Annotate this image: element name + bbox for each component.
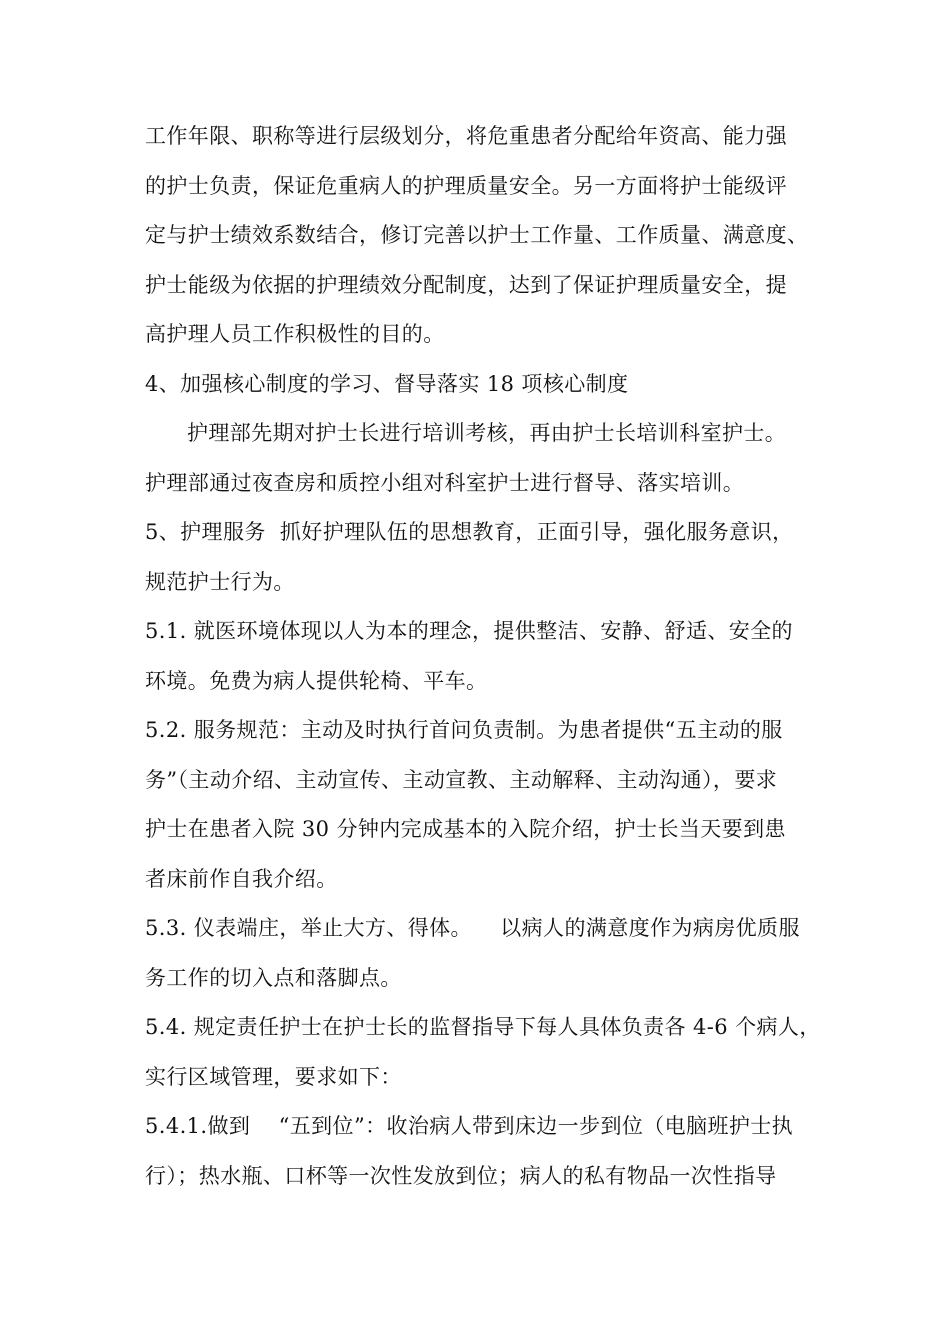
section-heading: 4、加强核心制度的学习、督导落实 18 项核心制度 — [145, 371, 629, 396]
text-line: 护士能级为依据的护理绩效分配制度，达到了保证护理质量安全，提 — [145, 272, 787, 297]
text-line: 环境。免费为病人提供轮椅、平车。 — [145, 668, 488, 693]
text-line: 务”（主动介绍、主动宣传、主动宣教、主动解释、主动沟通），要求 — [145, 767, 778, 792]
text-line: 工作年限、职称等进行层级划分，将危重患者分配给年资高、能力强 — [145, 124, 787, 148]
list-item: 5.2. 服务规范：主动及时执行首问负责制。为患者提供“五主动的服 — [145, 718, 783, 742]
text-line: 护理部先期对护士长进行培训考核，再由护士长培训科室护士。 — [187, 421, 787, 445]
text-line: 者床前作自我介绍。 — [145, 866, 338, 891]
text-line: 的护士负责，保证危重病人的护理质量安全。另一方面将护士能级评 — [145, 173, 787, 198]
list-item: 5.4.1.做到 “五到位”：收治病人带到床边一步到位（电脑班护士执 — [145, 1114, 794, 1138]
text-line: 规范护士行为。 — [145, 569, 295, 594]
list-item: 5.4. 规定责任护士在护士长的监督指导下每人具体负责各 4-6 个病人， — [145, 1015, 821, 1039]
text-line: 定与护士绩效系数结合，修订完善以护士工作量、工作质量、满意度、 — [145, 223, 809, 247]
text-line: 行）；热水瓶、口杯等一次性发放到位；病人的私有物品一次性指导 — [145, 1163, 777, 1188]
text-line: 务工作的切入点和落脚点。 — [145, 965, 402, 990]
list-item: 5.3. 仪表端庄，举止大方、得体。 以病人的满意度作为病房优质服 — [145, 916, 800, 940]
document-body — [145, 112, 825, 1201]
list-item: 5.1. 就医环境体现以人为本的理念，提供整洁、安静、舒适、安全的 — [145, 619, 793, 643]
text-line: 高护理人员工作积极性的目的。 — [145, 322, 445, 346]
text-line: 实行区域管理，要求如下： — [145, 1064, 402, 1089]
text-line: 护士在患者入院 30 分钟内完成基本的入院介绍，护士长当天要到患 — [145, 817, 786, 841]
text-line: 护理部通过夜查房和质控小组对科室护士进行督导、落实培训。 — [145, 470, 745, 495]
section-heading: 5、护理服务 抓好护理队伍的思想教育，正面引导，强化服务意识， — [145, 520, 794, 544]
